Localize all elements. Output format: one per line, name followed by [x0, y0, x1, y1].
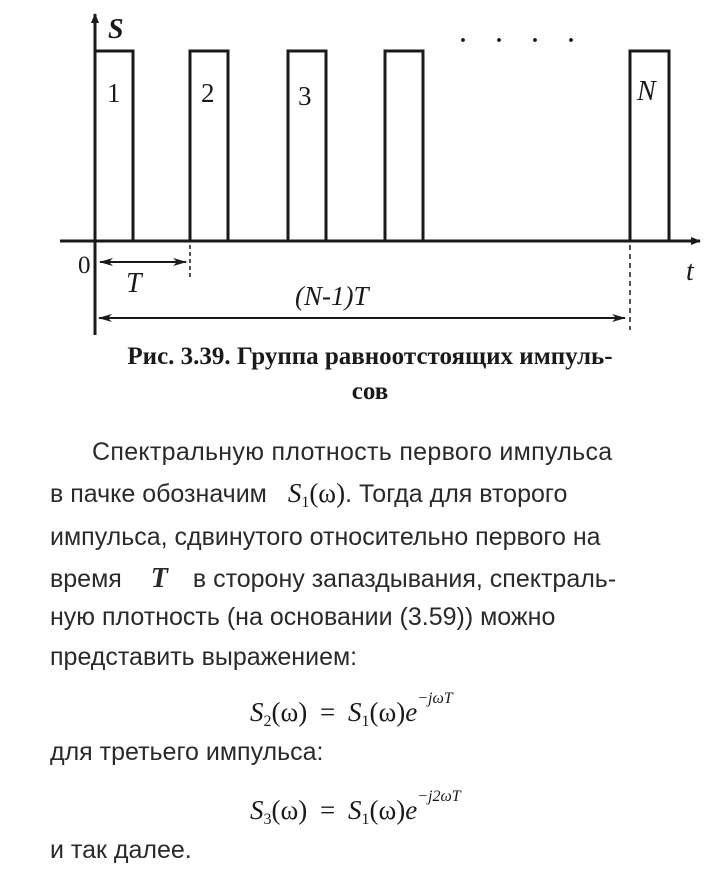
paragraph-line-2-pre: в пачке обозначим	[50, 480, 267, 508]
figure-caption-line2: сов	[351, 378, 389, 405]
paragraph-line-2	[50, 478, 567, 512]
pulse-train-figure	[0, 0, 724, 345]
formula-s3: $S_3(\omega) = S_1(\omega)e^{-j2\omega T}$	[250, 788, 461, 828]
origin-label: 0	[78, 252, 91, 279]
x-axis-label: t	[686, 256, 694, 287]
paragraph-line-2-post: . Тогда для второго	[345, 480, 568, 508]
paragraph-line-3: импульса, сдвинутого относительно первого на	[50, 523, 601, 551]
pulse-label-3: 3	[298, 81, 312, 111]
pulse-label-1: 1	[107, 78, 121, 108]
pulse-label-2: 2	[201, 78, 215, 108]
pulse-waveform	[95, 51, 680, 241]
s1-symbol: $S_1(\omega)$	[287, 478, 346, 511]
paragraph-line-4-post: в сторону запаздывания, спектраль-	[192, 565, 617, 593]
span-label: (N-1)T	[295, 281, 369, 311]
paragraph-line-4-pre: время	[50, 565, 122, 593]
y-axis-label: S	[108, 14, 124, 45]
ellipsis: . . . .	[460, 22, 586, 48]
pulse-label-n: N	[637, 76, 656, 107]
paragraph-line-4	[50, 563, 616, 595]
period-label: T	[126, 268, 142, 299]
paragraph-line-6: представить выражением:	[50, 643, 358, 671]
paragraph-line-5: ную плотность (на основании (3.59)) можно	[50, 603, 556, 631]
formula-s2: $S_2(\omega) = S_1(\omega)e^{-j\omega T}$	[250, 690, 453, 730]
t-symbol: T	[150, 563, 168, 594]
third-pulse-line: для третьего импульса:	[50, 738, 324, 766]
closing-line: и так далее.	[50, 836, 192, 864]
figure-caption-line1: Рис. 3.39. Группа равноотстоящих импуль-	[127, 343, 613, 370]
paragraph-line-1: Спектральную плотность первого импульса	[92, 438, 613, 466]
